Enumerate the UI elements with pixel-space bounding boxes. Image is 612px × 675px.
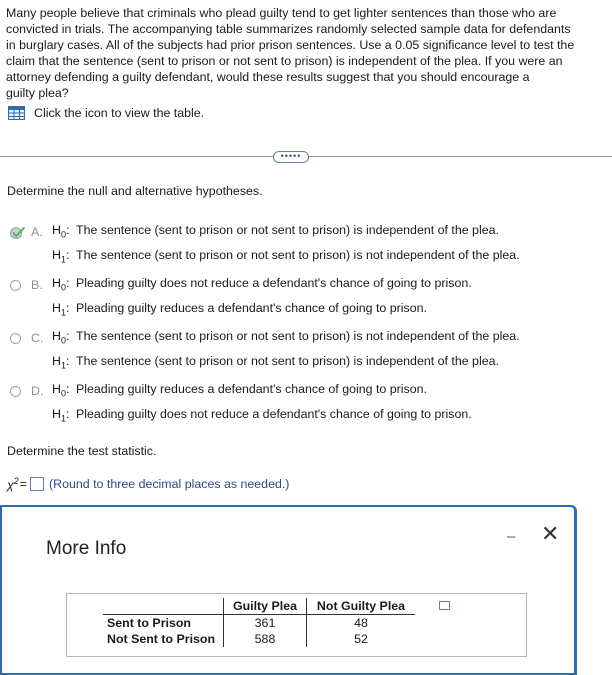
null-hypothesis: $H_0$: The sentence (sent to prison or not sent to prison) is not independent of the plea. [52,329,520,346]
table-row [103,631,415,647]
dialog-title: More Info [46,538,127,559]
table-row [103,615,415,632]
table-cell: 588 [224,631,307,647]
column-header: Guilty Plea [224,598,307,615]
expand-more-button[interactable]: ••••• [273,151,309,163]
row-label: Not Sent to Prison [103,631,224,647]
contingency-table [103,598,415,647]
data-table-frame [66,593,527,657]
test-statistic-question: Determine the test statistic. [7,444,157,458]
table-cell: 48 [354,616,368,630]
chi-square-input[interactable] [30,477,44,491]
radio-button[interactable] [10,386,21,397]
alt-hypothesis: $H_1$: Pleading guilty does not reduce a defendant's chance of going to prison. [52,407,472,424]
option-letter: A. [31,225,43,240]
radio-button[interactable] [10,280,21,291]
null-hypothesis: $H_0$: Pleading guilty reduces a defendant's chance of going to prison. [52,382,427,399]
option-letter: D. [31,384,44,399]
problem-line: guilty plea? [6,86,69,100]
view-table-link[interactable] [8,106,204,120]
view-table-label: Click the icon to view the table. [34,106,205,120]
chi-square-answer-row [7,476,289,492]
option-a[interactable] [10,220,520,271]
radio-button[interactable] [10,333,21,344]
copy-table-icon[interactable] [439,601,450,610]
option-letter: B. [31,278,43,293]
table-header-row [103,598,415,615]
alt-hypothesis: $H_1$: The sentence (sent to prison or not sent to prison) is not independent of the plea. [52,248,520,265]
option-d[interactable] [10,379,472,430]
problem-statement [6,5,606,101]
table-cell: 361 [224,615,307,632]
problem-line: Many people believe that criminals who plead guilty tend to get lighter sentences than those who are [6,6,557,20]
equals-sign: = [19,477,28,492]
problem-line: convicted in trials. The accompanying table summarizes randomly selected sample data for defendants [6,22,571,36]
null-hypothesis: $H_0$: Pleading guilty does not reduce a defendant's chance of going to prison. [52,276,472,293]
table-grid-icon[interactable] [8,106,25,120]
chi-symbol: $\chi^2$ [7,476,19,493]
close-icon[interactable]: ✕ [541,521,560,546]
rounding-hint: (Round to three decimal places as needed.) [49,477,290,492]
more-info-dialog [0,505,577,675]
option-b[interactable] [10,273,472,324]
minimize-button[interactable]: – [507,528,516,545]
problem-line: in burglary cases. All of the subjects had prior prison sentences. Use a 0.05 significance level to test the [6,38,575,52]
null-hypothesis: $H_0$: The sentence (sent to prison or not sent to prison) is independent of the plea. [52,223,499,240]
table-cell: 52 [354,632,368,646]
column-header: Not Guilty Plea [307,598,416,615]
alt-hypothesis: $H_1$: Pleading guilty reduces a defendant's chance of going to prison. [52,301,427,318]
problem-line: attorney defending a guilty defendant, would these results suggest that you should encourage a [6,70,530,84]
selected-check-icon[interactable] [10,226,26,239]
hypotheses-question: Determine the null and alternative hypotheses. [7,184,263,198]
option-letter: C. [31,331,44,346]
option-c[interactable] [10,326,520,377]
problem-line: claim that the sentence (sent to prison or not sent to prison) is independent of the plea. If you were an [6,54,563,68]
row-label: Sent to Prison [103,615,224,632]
alt-hypothesis: $H_1$: The sentence (sent to prison or not sent to prison) is independent of the plea. [52,354,499,371]
